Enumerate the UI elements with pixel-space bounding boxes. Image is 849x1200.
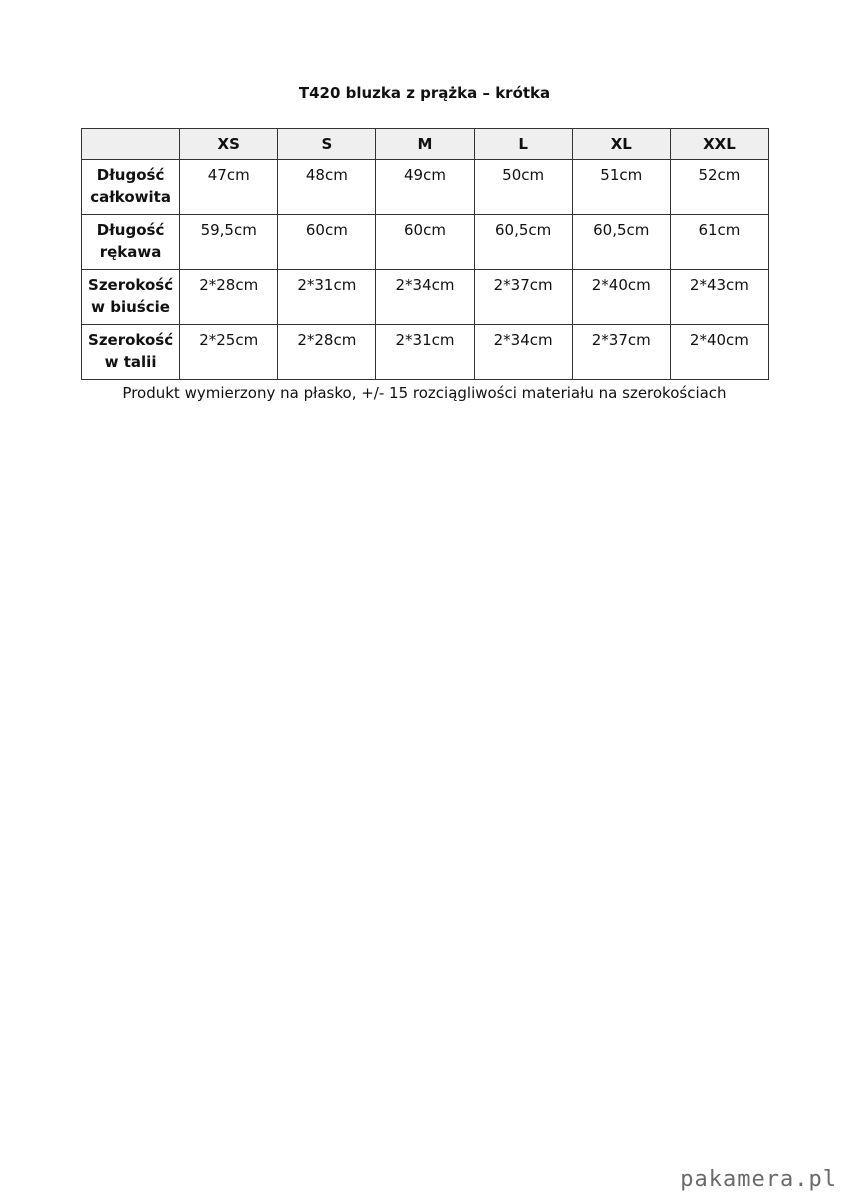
- table-cell: 2*40cm: [670, 325, 768, 380]
- table-cell: 2*37cm: [572, 325, 670, 380]
- table-cell: 51cm: [572, 160, 670, 215]
- row-header-line: Długość: [96, 166, 165, 184]
- table-cell: 59,5cm: [180, 215, 278, 270]
- table-cell: 2*25cm: [180, 325, 278, 380]
- column-header-empty: [82, 129, 180, 160]
- table-cell: 52cm: [670, 160, 768, 215]
- table-row-bust-width: [82, 270, 769, 325]
- column-header-s: S: [278, 129, 376, 160]
- table-cell: 60,5cm: [572, 215, 670, 270]
- table-row-total-length: [82, 160, 769, 215]
- table-cell: 48cm: [278, 160, 376, 215]
- row-header: [82, 215, 180, 270]
- row-header-line: Długość: [96, 221, 165, 239]
- table-cell: 60,5cm: [474, 215, 572, 270]
- table-cell: 2*40cm: [572, 270, 670, 325]
- row-header: [82, 160, 180, 215]
- row-header-line: w talii: [104, 353, 157, 371]
- table-cell: 47cm: [180, 160, 278, 215]
- table-cell: 2*28cm: [278, 325, 376, 380]
- table-cell: 2*37cm: [474, 270, 572, 325]
- column-header-xs: XS: [180, 129, 278, 160]
- row-header: [82, 270, 180, 325]
- pakamera-watermark: pakamera.pl: [680, 1167, 837, 1192]
- row-header-line: rękawa: [99, 243, 162, 261]
- size-chart-table: [81, 128, 769, 380]
- row-header: [82, 325, 180, 380]
- table-header-row: [82, 129, 769, 160]
- row-header-line: Szerokość: [88, 331, 174, 349]
- table-row-waist-width: [82, 325, 769, 380]
- table-cell: 2*31cm: [278, 270, 376, 325]
- table-cell: 60cm: [278, 215, 376, 270]
- table-cell: 61cm: [670, 215, 768, 270]
- column-header-m: M: [376, 129, 474, 160]
- table-cell: 2*43cm: [670, 270, 768, 325]
- column-header-xl: XL: [572, 129, 670, 160]
- measurement-note: Produkt wymierzony na płasko, +/- 15 rozciągliwości materiału na szerokościach: [122, 384, 727, 402]
- column-header-xxl: XXL: [670, 129, 768, 160]
- table-cell: 2*34cm: [376, 270, 474, 325]
- table-cell: 2*28cm: [180, 270, 278, 325]
- document-title: T420 bluzka z prążka – krótka: [298, 84, 551, 102]
- table-cell: 49cm: [376, 160, 474, 215]
- row-header-line: Szerokość: [88, 276, 174, 294]
- column-header-l: L: [474, 129, 572, 160]
- table-cell: 50cm: [474, 160, 572, 215]
- row-header-line: całkowita: [90, 188, 171, 206]
- table-row-sleeve-length: [82, 215, 769, 270]
- table-cell: 60cm: [376, 215, 474, 270]
- table-cell: 2*31cm: [376, 325, 474, 380]
- row-header-line: w biuście: [91, 298, 170, 316]
- table-cell: 2*34cm: [474, 325, 572, 380]
